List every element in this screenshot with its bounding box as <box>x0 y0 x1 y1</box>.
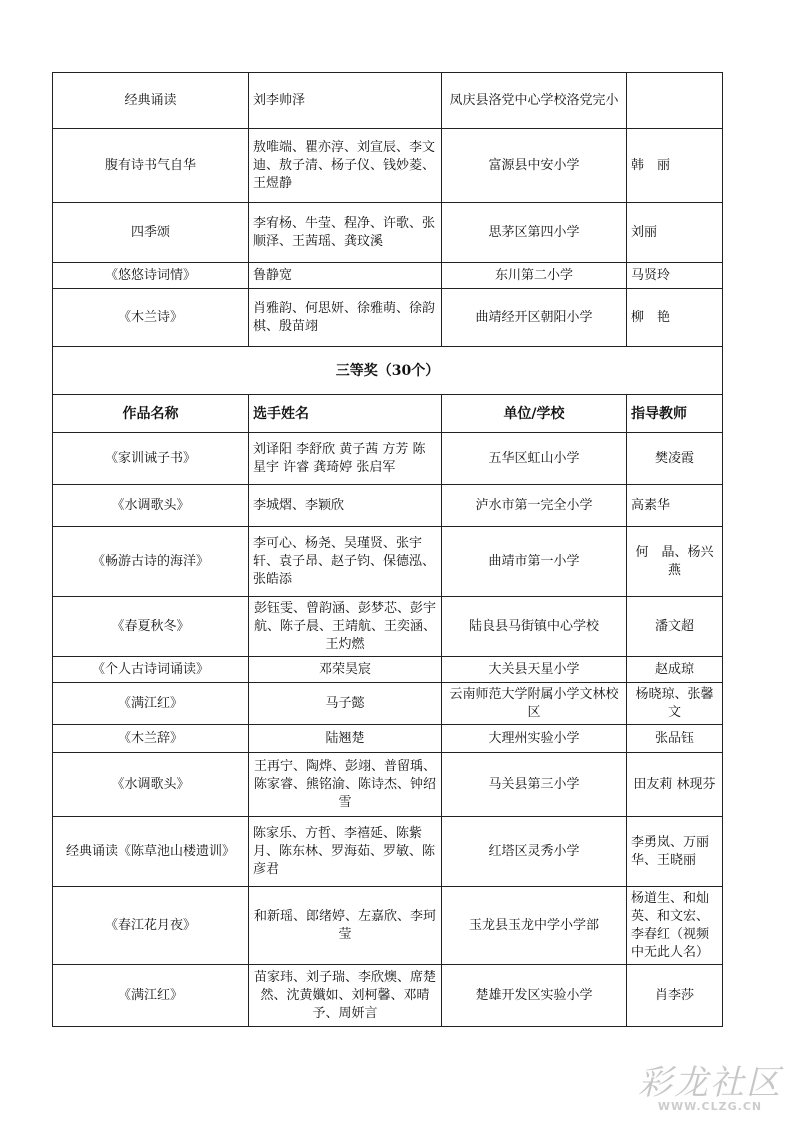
table-row <box>53 817 723 887</box>
header-school: 单位/学校 <box>442 395 627 433</box>
school-cell: 曲靖市第一小学 <box>442 527 627 597</box>
names-cell: 苗家玮、刘子瑞、李欣燠、席楚然、沈黄孅如、刘柯馨、邓晴予、周妍言 <box>249 965 442 1027</box>
work-cell: 《木兰辞》 <box>53 725 249 753</box>
table-row <box>53 527 723 597</box>
watermark-logo: 彩龙社区 <box>638 1063 782 1103</box>
table-row <box>53 597 723 657</box>
work-cell: 《春夏秋冬》 <box>53 597 249 657</box>
teacher-cell: 高素华 <box>627 485 723 527</box>
names-cell: 陆翘楚 <box>249 725 442 753</box>
work-cell: 《满江红》 <box>53 683 249 725</box>
names-cell: 王再宁、陶烨、彭翊、普留瑀、陈家睿、熊铭渝、陈诗杰、钟绍雪 <box>249 753 442 817</box>
teacher-cell: 杨晓琼、张馨文 <box>627 683 723 725</box>
school-cell: 东川第二小学 <box>442 263 627 289</box>
header-row <box>53 395 723 433</box>
school-cell: 楚雄开发区实验小学 <box>442 965 627 1027</box>
school-cell: 曲靖经开区朝阳小学 <box>442 289 627 347</box>
names-cell: 李宥杨、牛莹、程净、许歌、张顺泽、王茜瑶、龚玟溪 <box>249 203 442 263</box>
work-cell: 《木兰诗》 <box>53 289 249 347</box>
teacher-cell <box>627 73 723 129</box>
work-cell: 《畅游古诗的海洋》 <box>53 527 249 597</box>
school-cell: 红塔区灵秀小学 <box>442 817 627 887</box>
names-cell: 肖雅韵、何思妍、徐雅萌、徐韵棋、殷苗翊 <box>249 289 442 347</box>
table-row <box>53 289 723 347</box>
school-cell: 陆良县马街镇中心学校 <box>442 597 627 657</box>
work-cell: 《悠悠诗词情》 <box>53 263 249 289</box>
names-cell: 刘译阳 李舒欣 黄子茜 方芳 陈星宇 许睿 龚琦婷 张启军 <box>249 433 442 485</box>
work-cell: 《个人古诗词诵读》 <box>53 657 249 683</box>
school-cell: 富源县中安小学 <box>442 129 627 203</box>
teacher-cell: 李勇岚、万丽华、王晓丽 <box>627 817 723 887</box>
teacher-cell: 刘丽 <box>627 203 723 263</box>
school-cell: 大理州实验小学 <box>442 725 627 753</box>
school-cell: 马关县第三小学 <box>442 753 627 817</box>
school-cell: 五华区虹山小学 <box>442 433 627 485</box>
names-cell: 邓荣昊宸 <box>249 657 442 683</box>
school-cell: 大关县天星小学 <box>442 657 627 683</box>
table-row <box>53 203 723 263</box>
teacher-cell: 肖李莎 <box>627 965 723 1027</box>
section-row <box>53 347 723 395</box>
work-cell: 经典诵读 <box>53 73 249 129</box>
table-row <box>53 725 723 753</box>
work-cell: 四季颂 <box>53 203 249 263</box>
work-cell: 《水调歌头》 <box>53 485 249 527</box>
teacher-cell: 杨道生、和灿英、和文宏、李春红（视频中无此人名） <box>627 887 723 965</box>
award-table <box>52 72 723 1027</box>
teacher-cell: 马贤玲 <box>627 263 723 289</box>
work-cell: 经典诵读《陈草池山楼遗训》 <box>53 817 249 887</box>
school-cell: 玉龙县玉龙中学小学部 <box>442 887 627 965</box>
teacher-cell: 樊凌霞 <box>627 433 723 485</box>
names-cell: 陈家乐、方哲、李禧延、陈紫月、陈东林、罗海茹、罗敏、陈彦君 <box>249 817 442 887</box>
table-row <box>53 887 723 965</box>
table-row <box>53 73 723 129</box>
school-cell: 云南师范大学附属小学文林校区 <box>442 683 627 725</box>
table-row <box>53 965 723 1027</box>
header-work: 作品名称 <box>53 395 249 433</box>
table-row <box>53 683 723 725</box>
names-cell: 和新瑶、郎绪婷、左嘉欣、李珂莹 <box>249 887 442 965</box>
names-cell: 马子懿 <box>249 683 442 725</box>
work-cell: 《春江花月夜》 <box>53 887 249 965</box>
table-row <box>53 129 723 203</box>
table-row <box>53 263 723 289</box>
names-cell: 敖唯端、瞿亦淳、刘宣辰、李文迪、敖子清、杨子仪、钱妙菱、王煜静 <box>249 129 442 203</box>
work-cell: 腹有诗书气自华 <box>53 129 249 203</box>
teacher-cell: 赵成琼 <box>627 657 723 683</box>
names-cell: 李可心、杨尧、吴瑾贤、张宇轩、袁子昂、赵子钧、保德泓、张皓添 <box>249 527 442 597</box>
watermark-url: WWW.CLZG.CN <box>657 1100 763 1113</box>
table-row <box>53 433 723 485</box>
names-cell: 李城熠、李颖欣 <box>249 485 442 527</box>
teacher-cell: 柳 艳 <box>627 289 723 347</box>
work-cell: 《水调歌头》 <box>53 753 249 817</box>
work-cell: 《满江红》 <box>53 965 249 1027</box>
table-row <box>53 657 723 683</box>
names-cell: 刘李帅泽 <box>249 73 442 129</box>
names-cell: 鲁静宽 <box>249 263 442 289</box>
work-cell: 《家训诫子书》 <box>53 433 249 485</box>
teacher-cell: 田友莉 林现芬 <box>627 753 723 817</box>
school-cell: 思茅区第四小学 <box>442 203 627 263</box>
school-cell: 凤庆县洛党中心学校洛党完小 <box>442 73 627 129</box>
teacher-cell: 潘文超 <box>627 597 723 657</box>
table-row <box>53 753 723 817</box>
teacher-cell: 何 晶、杨兴燕 <box>627 527 723 597</box>
school-cell: 泸水市第一完全小学 <box>442 485 627 527</box>
header-names: 选手姓名 <box>249 395 442 433</box>
teacher-cell: 张品钰 <box>627 725 723 753</box>
table-row <box>53 485 723 527</box>
names-cell: 彭钰雯、曾韵涵、彭梦芯、彭宇航、陈子晨、王靖航、王奕涵、王灼燃 <box>249 597 442 657</box>
section-title: 三等奖（30个） <box>53 347 723 395</box>
site-watermark <box>638 1055 782 1113</box>
teacher-cell: 韩 丽 <box>627 129 723 203</box>
header-teacher: 指导教师 <box>627 395 723 433</box>
